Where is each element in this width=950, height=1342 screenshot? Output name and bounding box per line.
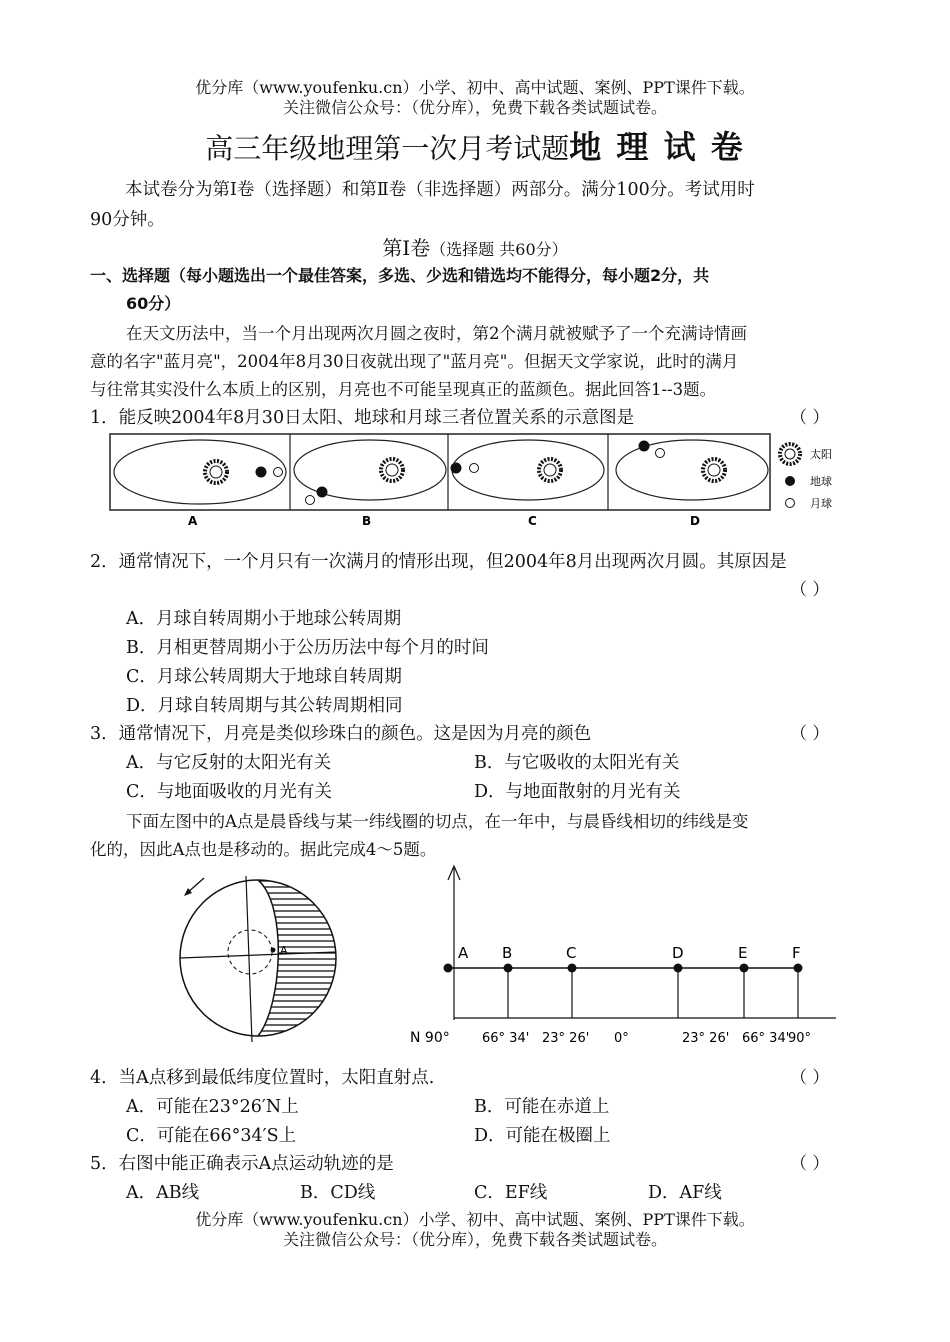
q5-option-b: B．CD线 [300,1183,376,1203]
earth-icon [256,467,267,478]
q3-option-b: B．与它吸收的太阳光有关 [474,753,680,773]
q5-option-a: A．AB线 [126,1183,200,1203]
track-point-label-e: E [738,944,748,962]
axis-tick-label: 66° 34' [482,1031,530,1046]
track-point-label-d: D [672,944,684,962]
q1-text: 1．能反映2004年8月30日太阳、地球和月球三者位置关系的示意图是 [90,408,635,428]
q1-answer-paren: （ ） [790,408,830,428]
axis-tick-label: 23° 26' [682,1031,730,1046]
q5-option-d: D．AF线 [648,1183,722,1203]
q3-option-a: A．与它反射的太阳光有关 [126,753,332,773]
page-title [0,130,950,166]
point-a-label: A [280,944,288,957]
q2-option-b: B．月相更替周期小于公历历法中每个月的时间 [126,638,489,658]
earth-axis [246,876,252,1042]
moon-icon [470,464,479,473]
latitude-circle [228,930,272,974]
section1-line-2: 60分） [126,294,181,313]
footer-line-1: 优分库（www.youfenku.cn）小学、初中、高中试题、案例、PPT课件下载。 [195,1210,755,1229]
intro-line-1: 本试卷分为第Ⅰ卷（选择题）和第Ⅱ卷（非选择题）两部分。满分100分。考试用时 [125,180,755,200]
figure1-panel-c [451,440,605,500]
q2-option-c: C．月球公转周期大于地球自转周期 [126,667,402,687]
header-line-2: 关注微信公众号：（优分库），免费下载各类试题试卷。 [282,98,667,117]
legend-earth-label: 地球 [810,475,832,488]
figure1-panel-d [616,440,768,500]
passage1-line-3: 与往常其实没什么本质上的区别，月亮也不可能呈现真正的蓝颜色。据此回答1--3题。 [90,380,717,399]
part1-subtitle: （选择题 共60分） [430,240,568,259]
part1-heading [0,234,950,264]
figure2-globe [170,866,350,1046]
moon-icon [656,449,665,458]
track-point-label-c: C [566,944,577,962]
passage2-line-2: 化的，因此A点也是移动的。据此完成4～5题。 [90,840,437,859]
panel-label-c: C [528,514,537,528]
axis-tick-label: 0° [614,1031,629,1046]
q3-text: 3．通常情况下，月亮是类似珍珠白的颜色。这是因为月亮的颜色 [90,724,592,744]
axis-start-label: N 90° [410,1030,450,1046]
track-point-a [444,964,453,973]
q4-option-b: B．可能在赤道上 [474,1097,610,1117]
header-line-1: 优分库（www.youfenku.cn）小学、初中、高中试题、案例、PPT课件下载。 [195,78,755,97]
q5-text: 5．右图中能正确表示A点运动轨迹的是 [90,1154,394,1174]
title-main: 高三年级地理第一次月考试题 [205,132,570,165]
q4-answer-paren: （ ） [790,1068,830,1088]
q2-answer-paren: （ ） [790,580,830,600]
q4-option-a: A．可能在23°26′N上 [126,1097,299,1117]
passage1-line-1: 在天文历法中，当一个月出现两次月圆之夜时，第2个满月就被赋予了一个充满诗情画 [126,324,747,343]
q5-answer-paren: （ ） [790,1154,830,1174]
q2-option-a: A．月球自转周期小于地球公转周期 [126,609,402,629]
axis-tick-label: 66° 34' [742,1031,790,1046]
section1-line-1: 一、选择题（每小题选出一个最佳答案，多选、少选和错选均不能得分，每小题2分，共 [90,266,710,285]
q2-text: 2．通常情况下，一个月只有一次满月的情形出现，但2004年8月出现两次月圆。其原因是 [90,552,787,572]
passage1-line-2: 意的名字"蓝月亮"，2004年8月30日夜就出现了"蓝月亮"。但据天文学家说，此时的满月 [90,352,739,371]
panel-label-d: D [690,514,700,528]
panel-label-b: B [362,514,372,528]
figure1-panel-a [114,440,286,504]
q5-option-c: C．EF线 [474,1183,548,1203]
footer-line-2: 关注微信公众号：（优分库），免费下载各类试题试卷。 [282,1230,667,1249]
figure2-track-chart [404,858,844,1050]
legend-moon-icon [786,499,795,508]
figure1-legend [780,444,832,510]
point-a-marker [271,948,276,953]
panel-label-a: A [188,514,198,528]
earth-icon [451,463,462,474]
track-point-label-a: A [458,944,469,962]
intro-line-2: 90分钟。 [90,210,165,230]
axis-tick-label: 90° [788,1031,812,1046]
part1-title: 第Ⅰ卷 [382,236,431,260]
legend-earth-icon [785,476,795,486]
legend-moon-label: 月球 [810,497,832,510]
title-bold: 地 理 试 卷 [569,128,745,166]
moon-icon [274,468,283,477]
q4-option-d: D．可能在极圈上 [474,1126,611,1146]
track-point-label-b: B [502,944,513,962]
track-point-label-f: F [792,944,801,962]
legend-sun-label: 太阳 [810,448,832,461]
q3-option-d: D．与地面散射的月光有关 [474,782,681,802]
q3-option-c: C．与地面吸收的月光有关 [126,782,332,802]
axis-tick-label: 23° 26' [542,1031,590,1046]
figure1-orbit-diagrams [108,432,868,532]
passage2-line-1: 下面左图中的A点是晨昏线与某一纬线圈的切点，在一年中，与晨昏线相切的纬线是变 [126,812,749,831]
q2-option-d: D．月球自转周期与其公转周期相同 [126,696,403,716]
earth-icon [317,487,328,498]
figure1-panel-b [294,440,446,505]
q4-text: 4．当A点移到最低纬度位置时，太阳直射点. [90,1068,435,1088]
earth-icon [639,441,650,452]
q3-answer-paren: （ ） [790,724,830,744]
q4-option-c: C．可能在66°34′S上 [126,1126,297,1146]
moon-icon [306,496,315,505]
